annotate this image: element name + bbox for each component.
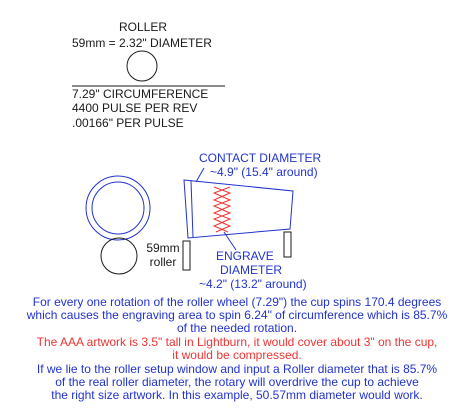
explanation-line-3: of the needed rotation.: [176, 321, 298, 335]
roller-pulse-rev: 4400 PULSE PER REV: [72, 101, 198, 115]
explanation-line-2: which causes the engraving area to spin 6.24" of circumference which is 85.7%: [26, 308, 448, 322]
roller-left-side: [183, 241, 190, 270]
roller-end-view: [101, 238, 137, 274]
cup-end-view-inner: [92, 182, 144, 234]
explanation-line-1: For every one rotation of the roller wheel (7.29") the cup spins 170.4 degrees: [32, 295, 442, 309]
solution-line-1: If we lie to the roller setup window and input a Roller diameter that is 85.7%: [36, 362, 438, 376]
roller-diameter-line: 59mm = 2.32" DIAMETER: [72, 36, 212, 50]
engrave-diameter-title-1: ENGRAVE: [216, 249, 274, 263]
engrave-diameter-title-2: DIAMETER: [220, 263, 283, 277]
contact-diameter-value: ~4.9" (15.4" around): [210, 165, 318, 179]
cup-end-view-outer: [86, 176, 150, 240]
roller-label-size: 59mm: [146, 241, 180, 255]
cup-rim-line: [191, 181, 193, 237]
roller-title: ROLLER: [119, 20, 168, 34]
contact-diameter-title: CONTACT DIAMETER: [199, 151, 322, 165]
cup-side-view: [184, 180, 293, 238]
roller-circle-top: [127, 51, 157, 81]
engrave-diameter-value: ~4.2" (13.2" around): [199, 277, 307, 291]
warning-line-1: The AAA artwork is 3.5" tall in Lightburn, it would cover about 3" on the cup,: [36, 335, 438, 349]
contact-leader: [196, 168, 204, 182]
roller-per-pulse: .00166" PER PULSE: [72, 116, 184, 130]
warning-line-2: it would be compressed.: [172, 348, 302, 362]
roller-label-name: roller: [149, 255, 177, 269]
roller-right-side: [284, 232, 291, 257]
solution-line-3: the right size artwork. In this example, 50.57mm diameter would work.: [51, 388, 423, 402]
roller-circumference: 7.29" CIRCUMFERENCE: [72, 87, 209, 101]
solution-line-2: of the real roller diameter, the rotary will overdrive the cup to achieve: [55, 375, 419, 389]
